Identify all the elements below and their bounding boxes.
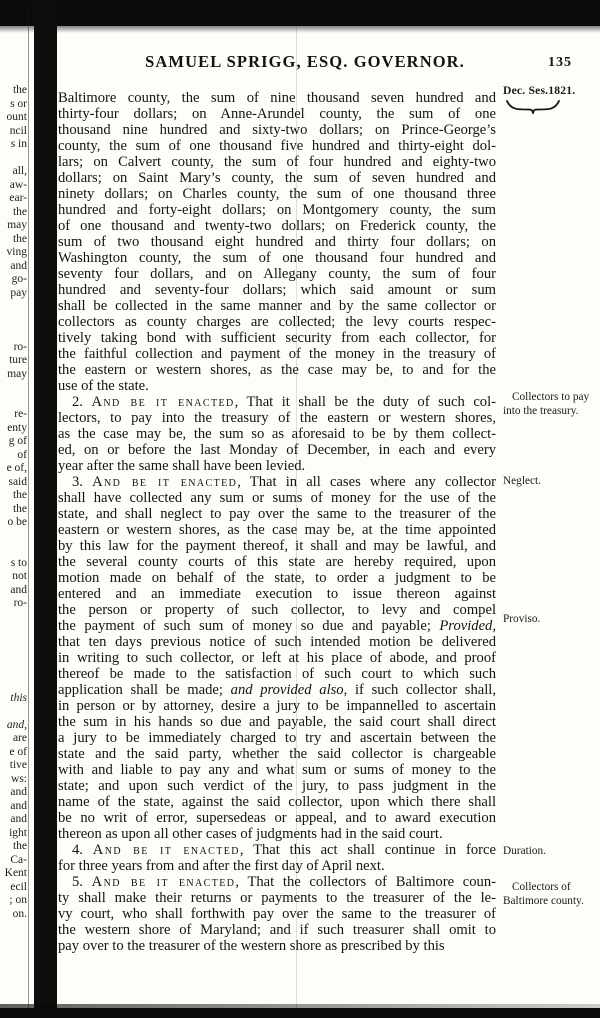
facing-page-text-fragment: go- xyxy=(11,273,27,285)
text-segment: hundred and forty-eight dollars; on Montgomery county, the sum xyxy=(58,202,496,218)
text-line xyxy=(58,586,496,602)
facing-page-text-fragment: ount xyxy=(6,111,27,123)
text-line xyxy=(58,778,496,794)
text-line xyxy=(58,762,496,778)
facing-page-text-fragment: ro- xyxy=(13,597,27,609)
facing-page-text-fragment: and xyxy=(10,786,27,798)
text-segment: lectors, to pay into the treasury of the eastern or western shores, xyxy=(58,410,496,426)
text-segment: , That in all cases where any collector xyxy=(237,474,496,490)
facing-page-text-fragment: the xyxy=(12,84,27,96)
facing-page-text-fragment: said xyxy=(8,475,27,488)
text-line xyxy=(58,714,496,730)
text-line xyxy=(58,842,496,858)
text-line xyxy=(58,266,496,282)
text-segment: And be it enacted xyxy=(91,394,235,410)
facing-page-text-fragment: Ca- xyxy=(10,853,27,866)
text-segment: that ten days previous notice of such intended motion be delivered xyxy=(58,634,496,650)
facing-page-text-fragment: this xyxy=(10,691,27,704)
text-segment: , That this act shall continue in force xyxy=(239,842,496,858)
text-segment: the sum in his hands so due and payable, the said court shall direct xyxy=(58,714,496,730)
text-segment: thereon as upon all other cases of judgments had in the said court. xyxy=(58,826,443,842)
facing-page-text-fragment: are xyxy=(12,732,27,744)
text-segment: sum of two thousand eight hundred and thirty four dollars; on xyxy=(58,234,496,250)
text-line xyxy=(58,666,496,682)
text-line xyxy=(58,746,496,762)
facing-page-text-fragment: and xyxy=(10,259,27,272)
text-line xyxy=(58,490,496,506)
text-line xyxy=(58,538,496,554)
text-segment: ty shall make their returns or payments to the treasurer of the le- xyxy=(58,890,496,906)
text-line xyxy=(58,890,496,906)
text-segment: for three years from and after the first day of April next. xyxy=(58,858,385,874)
facing-page-text-fragment: the xyxy=(12,840,27,852)
facing-page-text-fragment: the xyxy=(12,232,27,245)
margin-note-duration: Duration. xyxy=(503,845,546,857)
section-brace-icon xyxy=(505,99,561,114)
text-line xyxy=(58,442,496,458)
facing-page-text-fragment: all, xyxy=(12,165,27,177)
text-line xyxy=(58,346,496,362)
facing-page-text-fragment xyxy=(0,678,27,692)
text-line xyxy=(58,906,496,922)
text-segment: state; and upon such verdict of the jury, to pass judgment in the xyxy=(58,778,496,794)
text-segment: name of the state, against the said collector, upon which there shall xyxy=(58,794,496,810)
text-segment: ninety dollars; on Charles county, the sum of one thousand three xyxy=(58,186,496,202)
scan-edge-top xyxy=(0,0,600,26)
facing-page-text-fragment: ight xyxy=(9,826,27,839)
text-segment: the payment of such sum of money so due and payable; xyxy=(58,618,440,634)
text-line xyxy=(58,106,496,122)
text-line xyxy=(58,474,496,490)
page-number: 135 xyxy=(548,55,572,70)
text-line xyxy=(58,234,496,250)
facing-page-text-fragment: ving xyxy=(6,246,27,258)
text-segment: And be it enacted xyxy=(92,474,238,490)
text-segment: a jury to be immediately charged to try and ascertain between the xyxy=(58,730,496,746)
text-segment: county, the sum of one thousand five hundred and thirty-eight dol- xyxy=(58,138,496,154)
text-segment: use of the state. xyxy=(58,378,149,394)
text-segment: And be it enacted xyxy=(91,874,236,890)
text-segment: Washington county, the sum of one thousand four hundred and xyxy=(58,250,496,266)
text-segment: , That the collectors of Baltimore coun- xyxy=(235,874,496,890)
text-segment: thirty-four dollars; on Anne-Arundel county, the sum of one xyxy=(58,106,496,122)
facing-page-text-fragment: the xyxy=(12,205,27,218)
facing-page-text-fragment: and xyxy=(10,799,27,812)
facing-page-text-fragment: e of xyxy=(9,745,27,758)
text-segment: dollars; on Saint Mary’s county, the sum of seven hundred and xyxy=(58,170,496,186)
text-line xyxy=(58,554,496,570)
text-segment: , That it shall be the duty of such col- xyxy=(234,394,497,410)
text-segment: application shall be made; xyxy=(58,682,231,698)
facing-page-text-fragment xyxy=(0,395,27,409)
facing-page-text-fragment xyxy=(0,611,27,625)
text-segment: 4. xyxy=(72,842,93,858)
text-line xyxy=(58,330,496,346)
text-line xyxy=(58,730,496,746)
facing-page-text-fragment: ture xyxy=(9,354,27,366)
text-segment: the person or property of such collector, to levy and compel xyxy=(58,602,496,618)
facing-page-text-fragment xyxy=(0,152,27,166)
text-segment: 5. xyxy=(72,874,92,890)
facing-page-text-fragment: of xyxy=(17,448,27,461)
text-segment: the eastern or western shores, as the case may be, to and for the xyxy=(58,362,496,378)
text-segment: year after the same shall have been levied. xyxy=(58,458,306,474)
facing-page-text-fragment: tive xyxy=(9,759,27,771)
text-segment: Provided, xyxy=(439,618,496,634)
facing-page-text-fragment: and xyxy=(10,813,27,825)
text-line xyxy=(58,122,496,138)
text-segment: be no writ of error, supersedeas or appeal, and to award execution xyxy=(58,810,496,826)
text-segment: state, and shall neglect to pay over the same to the treasurer of the xyxy=(58,506,496,522)
facing-page-text-fragment: ncil xyxy=(9,124,27,137)
text-segment: eastern or western shores, as the case may be, at the time appointed xyxy=(58,522,496,538)
text-line xyxy=(58,522,496,538)
facing-page-text-fragment: enty xyxy=(7,421,27,434)
facing-page-text-fragment: ws: xyxy=(11,772,27,785)
margin-note-session-date xyxy=(503,84,595,114)
facing-page-text-fragment: pay xyxy=(10,286,27,299)
facing-page-text-fragment: and, xyxy=(6,718,27,731)
facing-page-text-fragment: Kent xyxy=(4,867,27,879)
text-line xyxy=(58,90,496,106)
text-segment: 2. xyxy=(72,394,92,410)
text-segment: And be it enacted xyxy=(92,842,240,858)
facing-page-text-fragment: not xyxy=(12,570,27,582)
text-segment: the faithful collection and payment of the money in the treasury of xyxy=(58,346,496,362)
facing-page-text-fragment: ro- xyxy=(13,340,27,353)
text-line xyxy=(58,378,496,394)
page-header-title: SAMUEL SPRIGG, ESQ. GOVERNOR. xyxy=(145,52,465,71)
text-segment: seventy four dollars, and on Allegany county, the sum of four xyxy=(58,266,496,282)
text-segment: ed, on or before the last Monday of December, in each and every xyxy=(58,442,496,458)
text-line xyxy=(58,426,496,442)
facing-page-text-fragment xyxy=(0,665,27,679)
facing-page-text-fragment: on. xyxy=(12,907,27,920)
book-gutter-shadow xyxy=(34,0,57,1018)
facing-page-text-fragment: ecil xyxy=(10,880,27,893)
text-line xyxy=(58,314,496,330)
facing-page-text-fragment xyxy=(0,530,27,544)
text-segment: thereof be made to the satisfaction of such court to which such xyxy=(58,666,496,682)
text-segment: lars; on Calvert county, the sum of four hundred and eighty-two xyxy=(58,154,496,170)
margin-note-proviso: Proviso. xyxy=(503,613,541,625)
facing-page-text-fragment: and xyxy=(10,583,27,596)
text-segment: shall be collected in the same manner and by the same collector or xyxy=(58,298,496,314)
facing-page-text-fragment xyxy=(0,314,27,328)
text-segment: collectors as county charges are collected; the levy courts respec- xyxy=(58,314,496,330)
facing-page-text-fragment xyxy=(0,638,27,652)
facing-page-text-fragment: g of xyxy=(8,435,27,447)
facing-page-text-fragment xyxy=(0,705,27,719)
text-segment: motion made on behalf of the state, to order a judgment to be xyxy=(58,570,496,586)
text-line xyxy=(58,154,496,170)
facing-page-text-fragment: ear- xyxy=(9,192,27,204)
text-segment: Baltimore county, the sum of nine thousand seven hundred and xyxy=(58,90,496,106)
margin-note-collectors-baltimore: Collectors of Baltimore county. xyxy=(503,881,584,908)
text-segment: the western shore of Maryland; and if such treasurer shall omit to xyxy=(58,922,496,938)
facing-page-edge-line xyxy=(28,8,29,1012)
text-segment: in writing to such collector, or left at his place of abode, and proof xyxy=(58,650,496,666)
facing-page-text-fragment: ; on xyxy=(9,894,27,906)
text-line xyxy=(58,618,496,634)
text-segment: by this law for the payment thereof, it shall and may be lawful, and xyxy=(58,538,496,554)
text-segment: state and the said party, whether the said collector is chargeable xyxy=(58,746,496,762)
scan-edge-bottom xyxy=(0,1008,600,1018)
text-segment: pay over to the treasurer of the western shore as prescribed by this xyxy=(58,938,445,954)
facing-page-text-fragment xyxy=(0,381,27,395)
text-segment: 3. xyxy=(72,474,93,490)
text-line xyxy=(58,794,496,810)
text-line xyxy=(58,410,496,426)
text-segment: entered and an immediate execution to issue thereon against xyxy=(58,586,496,602)
text-segment: shall have collected any sum or sums of money for the use of the xyxy=(58,490,496,506)
text-line xyxy=(58,298,496,314)
margin-note-neglect: Neglect. xyxy=(503,475,541,487)
text-line xyxy=(58,218,496,234)
text-segment: vy court, who shall forthwith pay over the same to the treasurer of xyxy=(58,906,496,922)
text-line xyxy=(58,682,496,698)
facing-page-text-fragment: s to xyxy=(10,556,27,569)
facing-page-text-fragment xyxy=(0,543,27,557)
text-segment: hundred and seventy-four dollars; which said amount or sum xyxy=(58,282,496,298)
text-line xyxy=(58,874,496,890)
text-line xyxy=(58,458,496,474)
text-line xyxy=(58,570,496,586)
text-line xyxy=(58,138,496,154)
facing-page-text-fragment xyxy=(0,651,27,665)
facing-page-text-fragment: re- xyxy=(14,408,27,420)
facing-page-text-fragment: aw- xyxy=(9,178,27,191)
text-line xyxy=(58,170,496,186)
text-line xyxy=(58,602,496,618)
facing-page-text-fragment: may xyxy=(7,219,27,231)
facing-page-text-fragment xyxy=(0,327,27,341)
text-segment: tively taking bond with sufficient security from each collector, for xyxy=(58,330,496,346)
text-line xyxy=(58,202,496,218)
text-line xyxy=(58,938,496,954)
text-line xyxy=(58,362,496,378)
text-segment: , if such collector shall, xyxy=(343,682,496,698)
text-line xyxy=(58,250,496,266)
text-line xyxy=(58,186,496,202)
facing-page-text-fragment: s or xyxy=(10,97,27,110)
text-line xyxy=(58,650,496,666)
facing-page-fragments xyxy=(0,84,27,921)
text-segment: in person or by attorney, desire a jury to be impannelled to ascertain xyxy=(58,698,496,714)
facing-page-text-fragment: may xyxy=(7,367,27,380)
text-line xyxy=(58,858,496,874)
text-segment: with and liable to pay any and what sum or sums of money to the xyxy=(58,762,496,778)
text-segment: of one thousand and twenty-two dollars; on Frederick county, the xyxy=(58,218,496,234)
facing-page-text-fragment: s in xyxy=(10,138,27,150)
margin-note-text: Dec. Ses.1821. xyxy=(503,84,576,97)
text-line xyxy=(58,826,496,842)
text-line xyxy=(58,810,496,826)
facing-page-text-fragment xyxy=(0,300,27,314)
text-line xyxy=(58,634,496,650)
facing-page-text-fragment: the xyxy=(12,489,27,501)
facing-page-text-fragment: the xyxy=(12,502,27,515)
margin-note-collectors-pay: Collectors to pay into the treasury. xyxy=(503,391,590,418)
text-segment: thousand nine hundred and sixty-two dollars; on Prince-George’s xyxy=(58,122,496,138)
text-segment: and provided also xyxy=(230,682,344,698)
body-text xyxy=(58,90,496,954)
text-line xyxy=(58,922,496,938)
facing-page-text-fragment xyxy=(0,624,27,638)
text-line xyxy=(58,506,496,522)
facing-page-text-fragment: o be xyxy=(7,516,27,528)
text-line xyxy=(58,698,496,714)
text-line xyxy=(58,394,496,410)
text-segment: the several county courts of this state are hereby required, upon xyxy=(58,554,496,570)
text-line xyxy=(58,282,496,298)
text-segment: as the case may be, the sum so as aforesaid to be by them collect- xyxy=(58,426,496,442)
facing-page-text-fragment: e of, xyxy=(6,462,27,474)
